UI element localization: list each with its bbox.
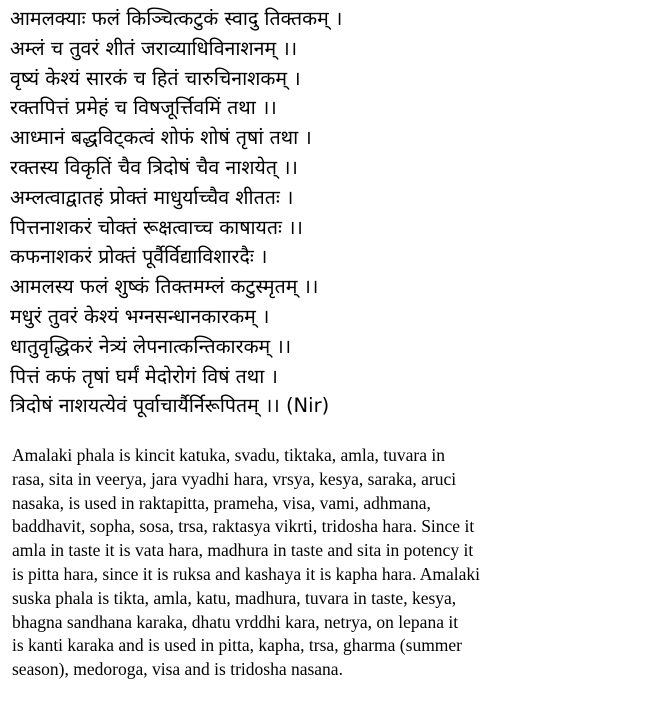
paragraph-line: suska phala is tikta, amla, katu, madhura, tuvara in taste, kesya, bbox=[12, 587, 457, 608]
verse-line: पित्तं कफं तृषां घर्मं मेदोरोगं विषं तथा । bbox=[10, 364, 278, 388]
paragraph-line: amla in taste it is vata hara, madhura in taste and sita in potency it bbox=[12, 540, 474, 561]
translation-paragraph bbox=[12, 444, 642, 682]
verse-line: धातुवृद्धिकरं नेत्र्यं लेपनात्कन्तिकारकम् ।। bbox=[10, 334, 292, 358]
verse-line: त्रिदोषं नाशयत्येवं पूर्वाचार्यैर्निरूपितम् ।। (Nir) bbox=[10, 394, 330, 418]
verse-line: रक्तपित्तं प्रमेहं च विषजूर्त्तिवमिं तथा ।। bbox=[10, 96, 277, 120]
verse-line: मधुरं तुवरं केश्यं भग्नसन्धानकारकम् । bbox=[10, 304, 270, 328]
verse-line: आमलक्याः फलं किञ्चित्कटुकं स्वादु तिक्तकम् । bbox=[10, 7, 343, 30]
sanskrit-verses bbox=[10, 4, 342, 421]
paragraph-line: bhagna sandhana karaka, dhatu vrddhi kara, netrya, on lepana it bbox=[12, 611, 459, 632]
verse-line: पित्तनाशकरं चोक्तं रूक्षत्वाच्च काषायतः ।। bbox=[10, 215, 303, 239]
verse-line: अम्लत्वाद्वातहं प्रोक्तं माधुर्याच्चैव शीततः । bbox=[10, 185, 294, 209]
paragraph-line: Amalaki phala is kincit katuka, svadu, tiktaka, amla, tuvara in bbox=[12, 445, 445, 465]
verse-line: आध्मानं बद्धविट्कत्वं शोफं शोषं तृषां तथा । bbox=[10, 126, 312, 150]
paragraph-line: baddhavit, sopha, sosa, trsa, raktasya vikrti, tridosha hara. Since it bbox=[12, 516, 475, 537]
paragraph-line: season), medoroga, visa and is tridosha nasana. bbox=[12, 659, 343, 680]
verse-line: वृष्यं केश्यं सारकं च हितं चारुचिनाशकम् । bbox=[10, 66, 301, 90]
paragraph-line: nasaka, is used in raktapitta, prameha, visa, vami, adhmana, bbox=[12, 492, 431, 513]
paragraph-line: is pitta hara, since it is ruksa and kashaya it is kapha hara. Amalaki bbox=[12, 563, 480, 584]
verse-line: आमलस्य फलं शुष्कं तिक्तमम्लं कटुस्मृतम् ।। bbox=[10, 275, 319, 299]
verse-line: अम्लं च तुवरं शीतं जराव्याधिविनाशनम् ।। bbox=[10, 36, 298, 60]
paragraph-line: is kanti karaka and is used in pitta, kapha, trsa, gharma (summer bbox=[12, 635, 463, 656]
paragraph-line: rasa, sita in veerya, jara vyadhi hara, vrsya, kesya, saraka, aruci bbox=[12, 468, 457, 489]
verse-line: कफनाशकरं प्रोक्तं पूर्वैर्विद्याविशारदैः । bbox=[10, 245, 268, 269]
verse-line: रक्तस्य विकृतिं चैव त्रिदोषं चैव नाशयेत् ।। bbox=[10, 155, 298, 179]
